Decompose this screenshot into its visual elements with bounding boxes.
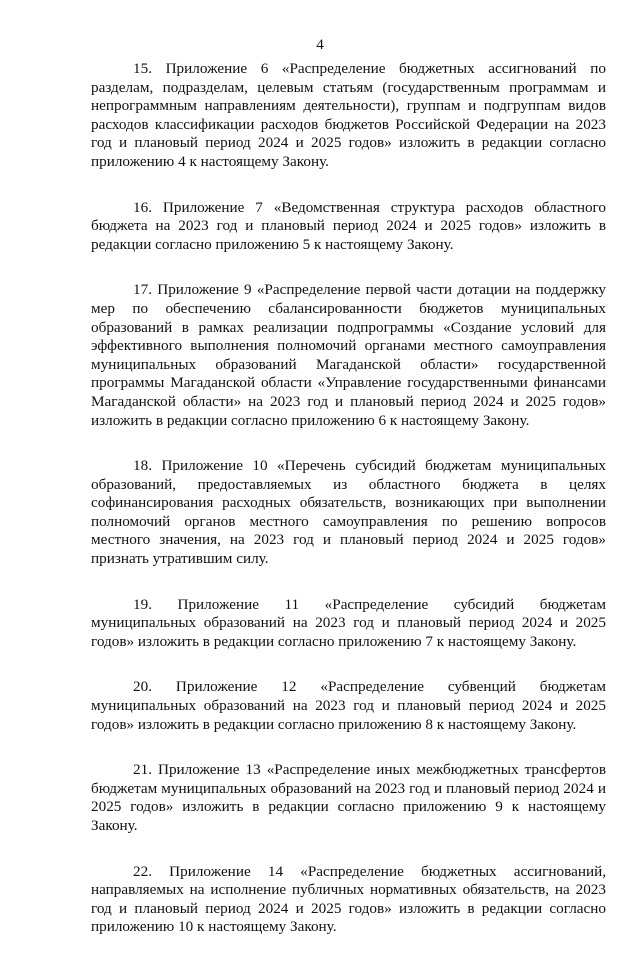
- paragraph-15: 15. Приложение 6 «Распределение бюджетных ассигнований по разделам, подразделам, целевым статьям (государственным программам и непрограммным направлениям деятельности), группам и подгруппам видов расходов классификации расходов бюджетов Российской Федерации на 2023 год и плановый период 2024 и 2025 годов» изложить в редакции согласно приложению 4 к настоящему Закону.: [91, 60, 606, 170]
- paragraph-18: 18. Приложение 10 «Перечень субсидий бюджетам муниципальных образований, предоставляемых из областного бюджета в целях софинансирования расходных обязательств, возникающих при выполнении полномочий органов местного самоуправления по решению вопросов местного значения, на 2023 год и плановый период 2024 и 2025 годов» признать утратившим силу.: [91, 457, 606, 568]
- paragraph-17: 17. Приложение 9 «Распределение первой части дотации на поддержку мер по обеспечению сбалансированности бюджетов муниципальных образований в рамках реализации подпрограммы «Создание условий для эффективного выполнения полномочий органами местного самоуправления муниципальных образований Магаданской области» государственной программы Магаданской области «Управление государственными финансами Магаданской области» на 2023 год и плановый период 2024 и 2025 годов» изложить в редакции согласно приложению 6 к настоящему Закону.: [91, 281, 606, 429]
- paragraph-22: 22. Приложение 14 «Распределение бюджетных ассигнований, направляемых на исполнение публичных нормативных обязательств, на 2023 год и плановый период 2024 и 2025 годов» изложить в редакции согласно приложению 10 к настоящему Закону.: [91, 862, 606, 936]
- paragraph-16: 16. Приложение 7 «Ведомственная структура расходов областного бюджета на 2023 год и плановый период 2024 и 2025 годов» изложить в редакции согласно приложению 5 к настоящему Закону.: [91, 198, 606, 253]
- paragraph-20: 20. Приложение 12 «Распределение субвенций бюджетам муниципальных образований на 2023 год и плановый период 2024 и 2025 годов» изложить в редакции согласно приложению 8 к настоящему Закону.: [91, 678, 606, 733]
- paragraph-19: 19. Приложение 11 «Распределение субсидий бюджетам муниципальных образований на 2023 год и плановый период 2024 и 2025 годов» изложить в редакции согласно приложению 7 к настоящему Закону.: [91, 595, 606, 650]
- paragraph-21: 21. Приложение 13 «Распределение иных межбюджетных трансфертов бюджетам муниципальных образований на 2023 год и плановый период 2024 и 2025 годов» изложить в редакции согласно приложению 9 к настоящему Закону.: [91, 761, 606, 834]
- document-body: [91, 60, 606, 964]
- page-number: 4: [316, 37, 324, 53]
